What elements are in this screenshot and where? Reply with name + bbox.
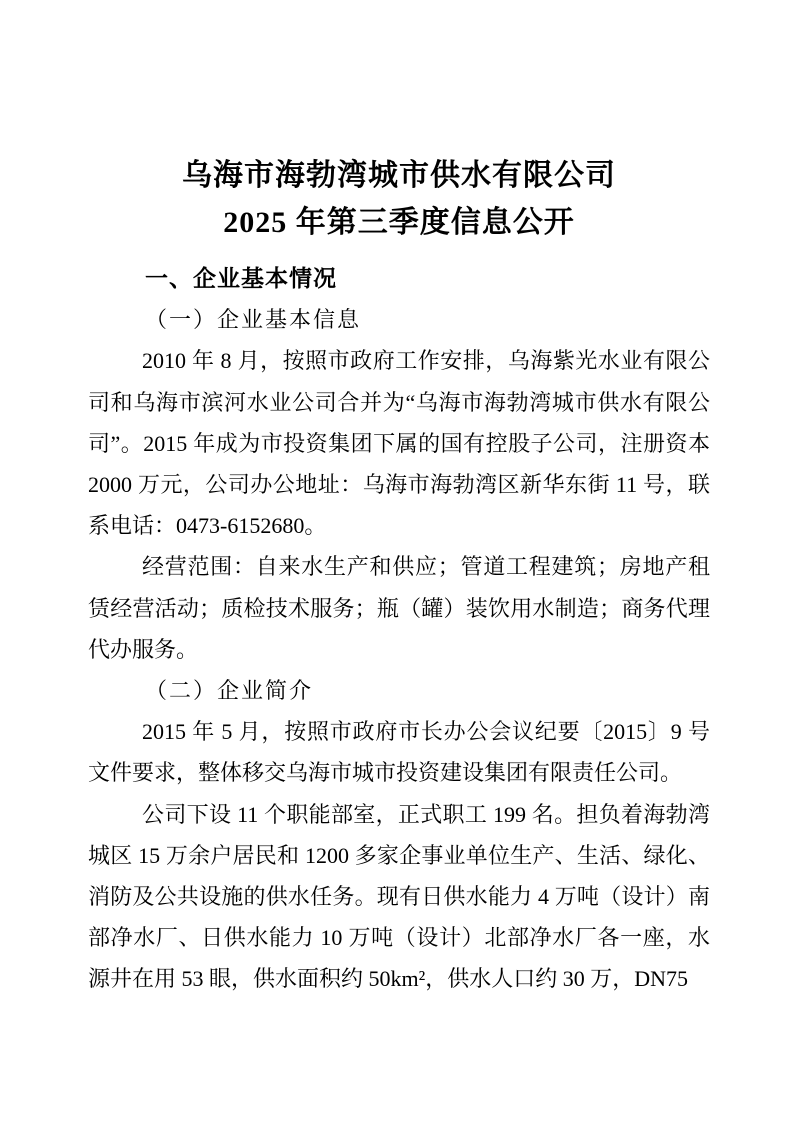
document-title-line2: 2025 年第三季度信息公开 xyxy=(223,206,575,239)
paragraph-operations: 公司下设 11 个职能部室，正式职工 199 名。担负着海勃湾城区 15 万余户居民和 1200 多家企事业单位生产、生活、绿化、消防及公共设施的供水任务。现有日供水能力 4 万吨（设计）南部净水厂、日供水能力 10 万吨（设计）北部净水厂各一座，水源井在用 53 眼，供水面积约 50km²，供水人口约 30 万，DN75 xyxy=(88,801,710,992)
document-content xyxy=(88,0,710,1000)
paragraph-company-history: 2010 年 8 月，按照市政府工作安排，乌海紫光水业有限公司和乌海市滨河水业公司合并为“乌海市海勃湾城市供水有限公司”。2015 年成为市投资集团下属的国有控股子公司，注册资本 2000 万元，公司办公地址：乌海市海勃湾区新华东街 11 号，联系电话：0473-6152680。 xyxy=(88,348,710,539)
document-title xyxy=(88,152,710,246)
document-title-line1: 乌海市海勃湾城市供水有限公司 xyxy=(182,159,616,192)
paragraph-business-scope: 经营范围：自来水生产和供应；管道工程建筑；房地产租赁经营活动；质检技术服务；瓶（罐）装饮用水制造；商务代理代办服务。 xyxy=(88,554,710,662)
paragraph-transfer: 2015 年 5 月，按照市政府市长办公会议纪要〔2015〕9 号文件要求，整体移交乌海市城市投资建设集团有限责任公司。 xyxy=(88,719,710,786)
subsection-heading-basic-info: （一）企业基本信息 xyxy=(145,307,362,333)
subsection-heading-company-profile: （二）企业简介 xyxy=(145,678,314,704)
section-heading-basic-situation: 一、企业基本情况 xyxy=(145,265,337,291)
